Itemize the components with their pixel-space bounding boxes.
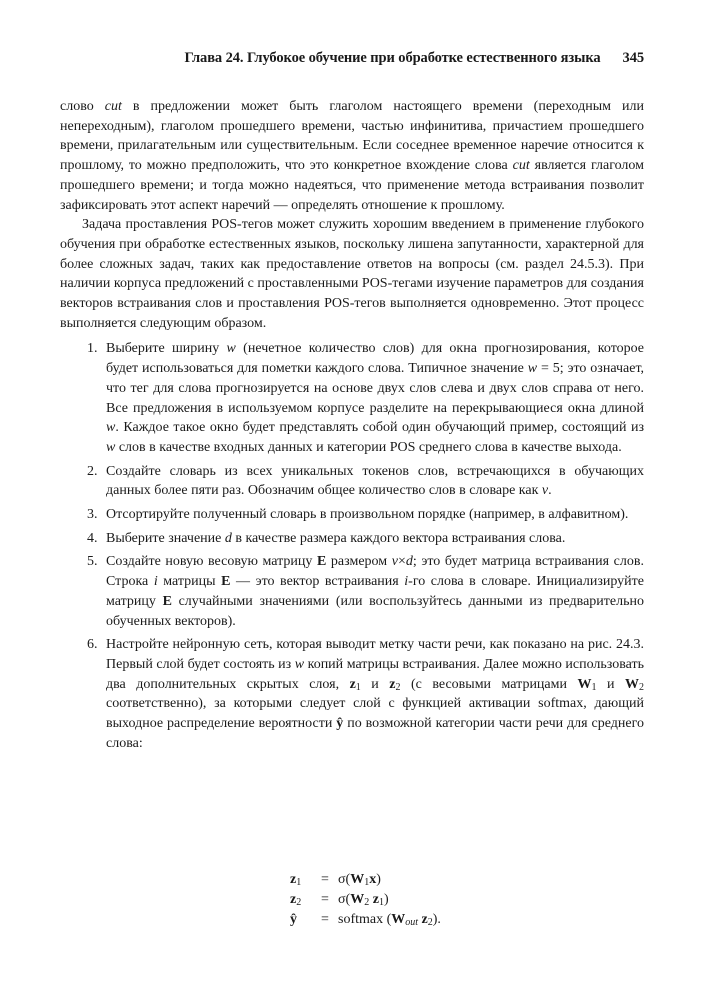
equals-sign: = (321, 872, 329, 887)
text-run: ; это будет матрица встраивания слов. Строка (106, 554, 644, 590)
text-run: соответственно), за которыми следует слой с функцией активации softmax, дающий выходное распределение вероятности (106, 696, 644, 732)
subscript: 1 (296, 877, 302, 888)
text-run: . (548, 483, 552, 499)
body-text (60, 97, 644, 754)
text-run: Отсортируйте полученный словарь в произвольном порядке (например, в алфавитном). (106, 507, 629, 523)
subscript: 2 (638, 681, 644, 693)
italic-term: cut (512, 158, 530, 174)
italic-term: v (541, 483, 549, 499)
bold-symbol: E (162, 593, 172, 609)
text-run: ) (376, 872, 381, 887)
italic-term: w (106, 439, 116, 455)
bold-symbol: E (317, 554, 327, 570)
bold-symbol: ŷ (290, 912, 297, 927)
equation-block (290, 870, 441, 930)
equation-row (290, 890, 441, 910)
bold-symbol: x (369, 872, 377, 887)
bold-symbol: W (624, 676, 639, 692)
list-item-number: 5. (87, 554, 98, 570)
italic-term: i (153, 574, 158, 590)
equation-rhs (338, 910, 441, 930)
text-run: — это вектор встраивания (230, 574, 405, 590)
equals-sign: = (321, 892, 329, 907)
list-item (60, 505, 644, 525)
text-run: (нечетное количество слов) для окна прогнозирования, которое будет использоваться для пометки каждого слова. Типичное значение (106, 341, 645, 377)
subscript: 2 (395, 681, 401, 693)
bold-symbol: z (421, 912, 428, 927)
list-item (60, 339, 644, 457)
list-item-number: 1. (87, 341, 98, 357)
text-run: слово (60, 99, 105, 114)
list-item (60, 529, 644, 549)
text-run: является глаголом прошедшего времени; и тогда можно надеяться, что применение метода встраивания позволит зафиксировать этот аспект наречий — определять отношение к прошлому. (60, 158, 645, 213)
text-run: Настройте нейронную сеть, которая выводит метку части речи, как показано на рис. 24.3. Первый слой будет состоять из (106, 637, 644, 672)
text-run: Выберите значение (106, 530, 225, 546)
equation-row (290, 870, 441, 890)
bold-symbol: E (221, 574, 231, 590)
text-run: размером (326, 554, 392, 570)
page-number: 345 (622, 50, 644, 66)
subscript: 2 (364, 897, 370, 908)
italic-term: w (226, 341, 236, 357)
subscript: 2 (427, 917, 433, 928)
text-run: Создайте новую весовую матрицу (106, 554, 317, 570)
text-run: по возможной категории части речи для среднего слова: (106, 716, 644, 751)
italic-term: cut (104, 99, 122, 114)
subscript: 1 (378, 897, 384, 908)
subscript: 2 (296, 897, 302, 908)
text-run: Задача проставления POS-тегов может служить хорошим введением в применение глубокого обучения при обработке естественных языков, поскольку лишена запутанности, характерной для более сложных задач, таких как предоставление ответов на вопросы (см. раздел 24.5.3). При наличии корпуса предложений с проставленными POS-тегами изучение параметров для создания векторов встраивания слов и проставления POS-тегов выполняется одновременно. Этот процесс выполняется следующим образом. (60, 217, 644, 331)
text-run: × (397, 554, 406, 570)
chapter-title: Глава 24. Глубокое обучение при обработке естественного языка (184, 50, 601, 66)
bold-symbol: W (577, 676, 592, 692)
bold-symbol: W (391, 912, 406, 927)
list-item-number: 4. (87, 530, 98, 546)
text-run: (с весовыми матрицами (400, 676, 578, 692)
italic-term: w (106, 420, 116, 436)
bold-symbol: W (350, 892, 365, 907)
equals-sign: = (321, 912, 329, 927)
text-run: = 5; это означает, что тег для слова прогнозируется на основе двух слов слева и двух слов справа от него. Все предложения в используемом корпусе разделите на перекрывающиеся окна длиной (106, 361, 645, 416)
text-run: Выберите ширину (106, 341, 227, 357)
numbered-steps (60, 339, 644, 753)
text-run: и (596, 676, 625, 692)
equation-row (290, 910, 441, 930)
list-item (60, 462, 644, 501)
bold-symbol: z (349, 676, 356, 692)
list-item (60, 635, 644, 753)
paragraph-2 (60, 215, 644, 333)
text-run: в качестве размера каждого вектора встраивания слова. (231, 530, 566, 546)
paragraph-1 (60, 97, 644, 215)
italic-term: i (404, 574, 409, 590)
bold-symbol: z (389, 676, 396, 692)
equation-lhs (290, 910, 312, 930)
text-run: и (360, 676, 390, 692)
text-run: слов в качестве входных данных и категории POS среднего слова в качестве выхода. (115, 439, 622, 455)
text-run: -го слова в словаре. Инициализируйте матрицу (106, 574, 644, 609)
text-run: копий матрицы встраивания. Далее можно использовать два дополнительных скрытых слоя, (106, 656, 644, 692)
bold-symbol: W (350, 872, 365, 887)
text-run: ). (432, 912, 441, 927)
text-run: матрицы (157, 574, 222, 590)
text-run: . Каждое такое окно будет представлять собой один обучающий пример, состоящий из (115, 420, 644, 436)
text-run: σ( (338, 872, 351, 887)
text-run: в предложении может быть глаголом настоящего времени (переходным или непереходным), глаголом прошедшего времени, частью инфинитива, причастием прошедшего времени, прилагательным или существительным. Если соседнее временное наречие относится к прошлому, то можно предположить, что это конкретное вхождение слова (60, 99, 645, 174)
subscript: out (405, 917, 419, 928)
equation-lhs (290, 890, 312, 910)
subscript: 1 (591, 681, 597, 693)
subscript: 1 (355, 681, 361, 693)
subscript: 1 (364, 877, 370, 888)
list-item-number: 2. (87, 463, 98, 479)
text-run: σ( (338, 892, 351, 907)
italic-term: w (294, 656, 305, 672)
equation-rhs (338, 870, 381, 890)
bold-symbol: z (372, 892, 379, 907)
italic-term: d (405, 554, 413, 570)
text-run: случайными значениями (или воспользуйтесь данными из предварительно обученных векторов). (106, 593, 644, 629)
equation-rhs (338, 890, 389, 910)
bold-symbol: z (290, 872, 297, 887)
list-item-number: 3. (87, 507, 98, 523)
text-run: softmax ( (338, 912, 392, 927)
italic-term: d (224, 530, 232, 546)
list-item (60, 552, 644, 631)
text-run: ) (383, 892, 389, 907)
running-head (60, 50, 644, 67)
text-run: Создайте словарь из всех уникальных токенов слов, встречающихся в обучающих данных более пяти раз. Обозначим общее количество слов в словаре как (106, 463, 644, 499)
list-item-number: 6. (87, 637, 98, 653)
bold-symbol: z (290, 892, 297, 907)
equation-lhs (290, 870, 312, 890)
italic-term: v (391, 554, 398, 570)
italic-term: w (527, 361, 538, 377)
bold-symbol: ŷ (336, 716, 344, 732)
